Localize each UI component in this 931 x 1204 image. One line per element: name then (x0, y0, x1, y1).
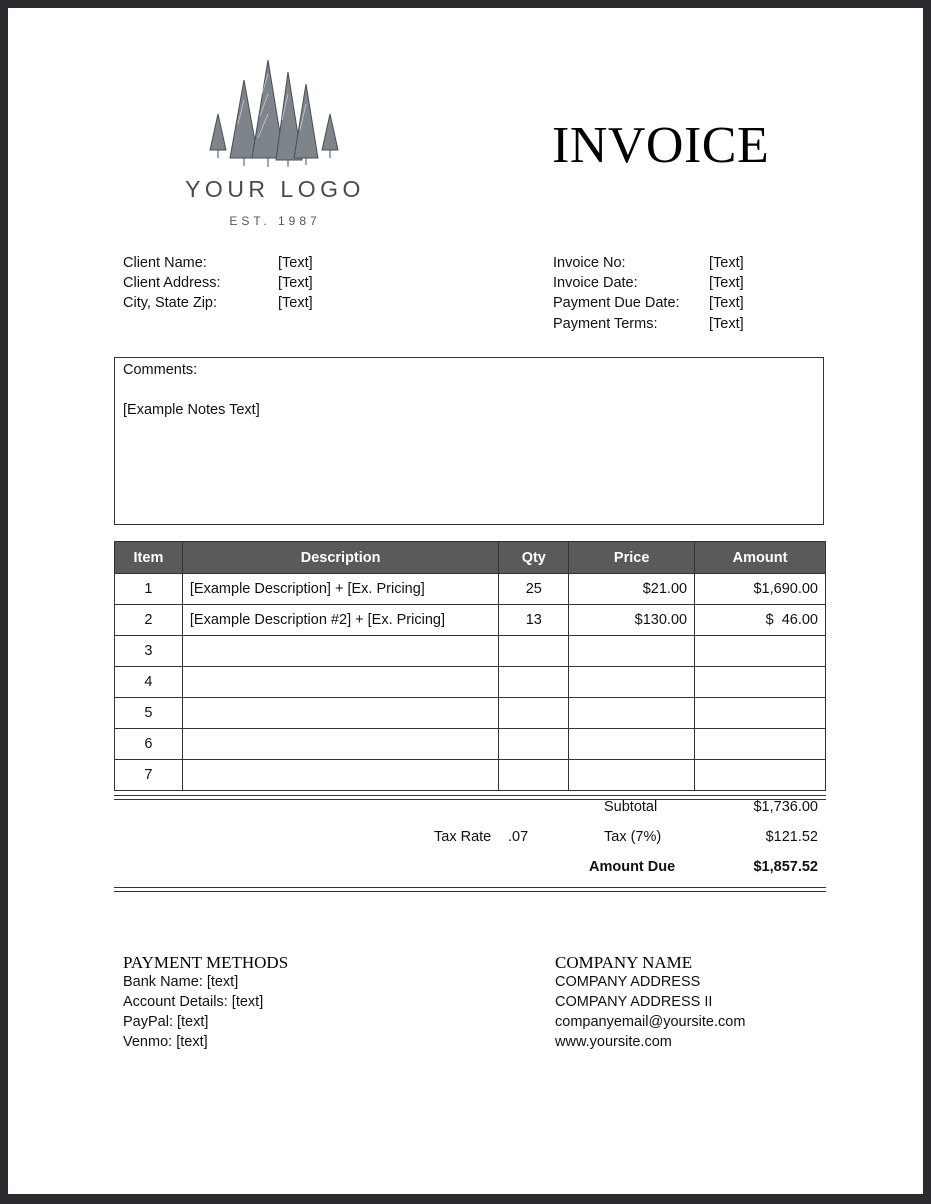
cell-amount[interactable]: $ 46.00 (695, 605, 826, 636)
cell-description[interactable] (182, 729, 498, 760)
logo-name: YOUR LOGO (185, 176, 365, 202)
cell-item[interactable]: 4 (115, 667, 183, 698)
payment-due-date-label: Payment Due Date: (553, 295, 680, 311)
cell-item[interactable]: 5 (115, 698, 183, 729)
table-row (115, 667, 826, 698)
comments-box[interactable] (114, 357, 824, 525)
tax-label: Tax (7%) (604, 829, 662, 845)
invoice-date-value[interactable]: [Text] (709, 275, 744, 291)
payment-due-date-value[interactable]: [Text] (709, 295, 744, 311)
cell-description[interactable] (182, 760, 498, 791)
company-name-heading: COMPANY NAME (555, 953, 693, 972)
cell-qty[interactable] (499, 729, 569, 760)
invoice-page (8, 8, 923, 1194)
payment-account-details: Account Details: [text] (123, 994, 264, 1010)
table-row (115, 574, 826, 605)
subtotal-label: Subtotal (604, 799, 658, 815)
client-address-value[interactable]: [Text] (278, 275, 313, 291)
company-address-2: COMPANY ADDRESS II (555, 994, 713, 1010)
amount-due-value: $1,857.52 (753, 859, 818, 875)
cell-amount[interactable] (695, 729, 826, 760)
table-row (115, 636, 826, 667)
cell-qty[interactable] (499, 698, 569, 729)
table-row (115, 698, 826, 729)
comments-label: Comments: (123, 362, 198, 378)
cell-item[interactable]: 6 (115, 729, 183, 760)
cell-description[interactable]: [Example Description] + [Ex. Pricing] (182, 574, 498, 605)
payment-terms-label: Payment Terms: (553, 316, 658, 332)
totals-double-rule (114, 887, 826, 892)
table-row (115, 760, 826, 791)
items-table (114, 541, 826, 791)
cell-qty[interactable] (499, 667, 569, 698)
cell-amount[interactable] (695, 667, 826, 698)
invoice-no-value[interactable]: [Text] (709, 255, 744, 271)
invoice-no-label: Invoice No: (553, 255, 626, 271)
header-qty: Qty (499, 542, 569, 574)
invoice-title: INVOICE (552, 117, 770, 174)
table-row (115, 605, 826, 636)
cell-qty[interactable]: 25 (499, 574, 569, 605)
cell-qty[interactable] (499, 760, 569, 791)
payment-paypal: PayPal: [text] (123, 1014, 209, 1030)
cell-amount[interactable]: $1,690.00 (695, 574, 826, 605)
header-price: Price (569, 542, 695, 574)
payment-bank-name: Bank Name: [text] (123, 974, 239, 990)
table-header-row (115, 542, 826, 574)
cell-amount[interactable] (695, 698, 826, 729)
cell-price[interactable] (569, 729, 695, 760)
cell-description[interactable] (182, 667, 498, 698)
cell-description[interactable] (182, 636, 498, 667)
cell-description[interactable] (182, 698, 498, 729)
cell-item[interactable]: 1 (115, 574, 183, 605)
cell-price[interactable] (569, 698, 695, 729)
payment-terms-value[interactable]: [Text] (709, 316, 744, 332)
company-address: COMPANY ADDRESS (555, 974, 701, 990)
comments-text[interactable]: [Example Notes Text] (123, 402, 260, 418)
client-name-label: Client Name: (123, 255, 207, 271)
invoice-date-label: Invoice Date: (553, 275, 638, 291)
tax-rate-value[interactable]: .07 (508, 829, 529, 845)
cell-qty[interactable] (499, 636, 569, 667)
header-item: Item (115, 542, 183, 574)
pine-trees-icon (206, 54, 342, 168)
client-address-label: Client Address: (123, 275, 221, 291)
cell-item[interactable]: 7 (115, 760, 183, 791)
header-description: Description (182, 542, 498, 574)
tax-rate-label: Tax Rate (434, 829, 492, 845)
cell-price[interactable]: $130.00 (569, 605, 695, 636)
amount-due-label: Amount Due (589, 859, 676, 875)
client-name-value[interactable]: [Text] (278, 255, 313, 271)
tax-value: $121.52 (765, 829, 818, 845)
cell-qty[interactable]: 13 (499, 605, 569, 636)
payment-methods-heading: PAYMENT METHODS (123, 953, 289, 972)
cell-price[interactable] (569, 636, 695, 667)
cell-price[interactable] (569, 760, 695, 791)
cell-amount[interactable] (695, 760, 826, 791)
cell-amount[interactable] (695, 636, 826, 667)
table-row (115, 729, 826, 760)
header-amount: Amount (695, 542, 826, 574)
payment-venmo: Venmo: [text] (123, 1034, 208, 1050)
subtotal-value: $1,736.00 (753, 799, 818, 815)
cell-description[interactable]: [Example Description #2] + [Ex. Pricing] (182, 605, 498, 636)
cell-item[interactable]: 2 (115, 605, 183, 636)
cell-item[interactable]: 3 (115, 636, 183, 667)
cell-price[interactable]: $21.00 (569, 574, 695, 605)
logo-established: EST. 1987 (229, 214, 321, 228)
company-website[interactable]: www.yoursite.com (555, 1034, 672, 1050)
cell-price[interactable] (569, 667, 695, 698)
client-city-value[interactable]: [Text] (278, 295, 313, 311)
company-email[interactable]: companyemail@yoursite.com (555, 1014, 746, 1030)
client-city-label: City, State Zip: (123, 295, 218, 311)
